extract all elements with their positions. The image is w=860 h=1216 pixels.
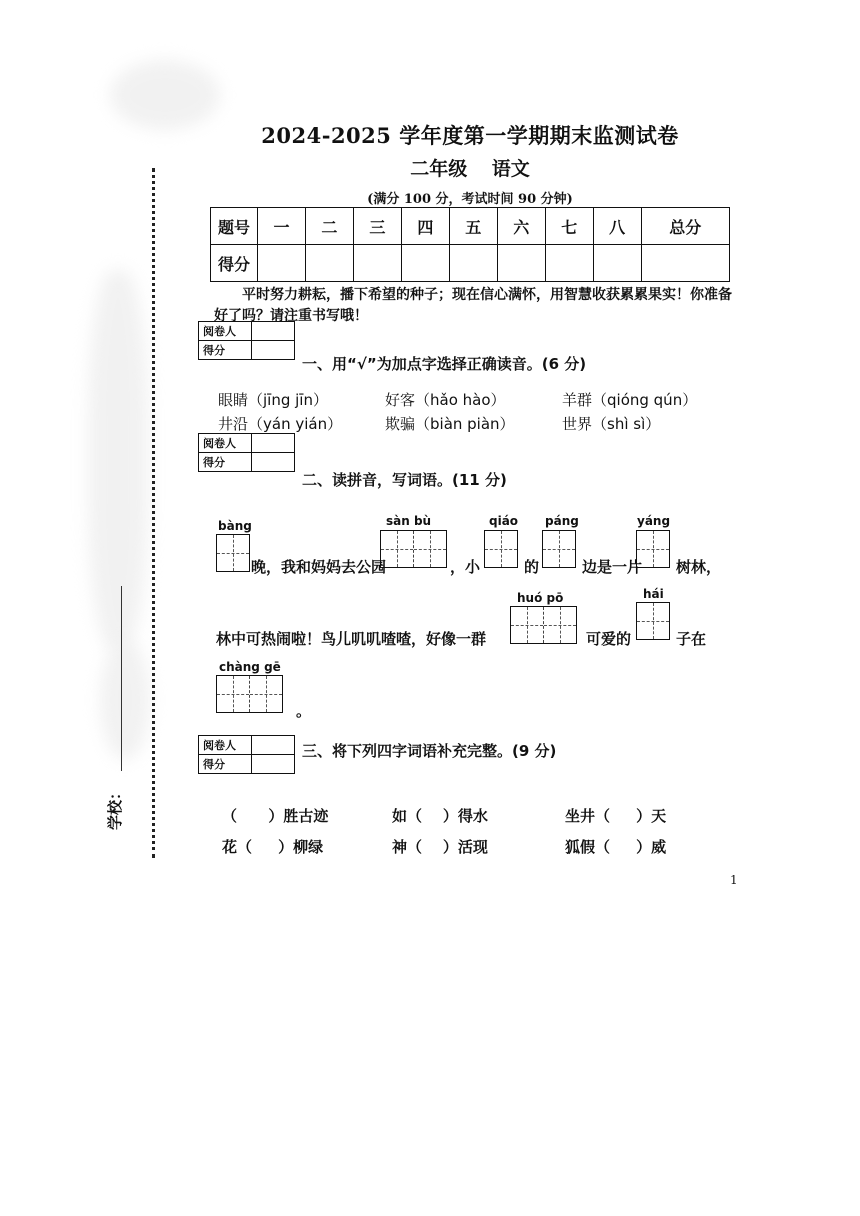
grader-field[interactable] — [252, 453, 295, 472]
pinyin-choice[interactable]: 羊群（qióng qún） — [562, 391, 698, 409]
grader-box-3 — [198, 735, 295, 774]
idiom-blank[interactable]: （ ）胜古迹 — [222, 807, 329, 825]
school-label: 学校： — [106, 784, 124, 830]
score-cell[interactable] — [545, 245, 593, 282]
score-cell[interactable] — [258, 245, 306, 282]
score-cell[interactable] — [401, 245, 449, 282]
pinyin-label: qiáo — [489, 514, 519, 528]
score-cell[interactable] — [449, 245, 497, 282]
idiom-blank[interactable]: 花（ ）柳绿 — [222, 838, 324, 856]
grader-score-label: 得分 — [199, 755, 252, 774]
writing-grid[interactable] — [636, 602, 670, 640]
idiom-blank[interactable]: 坐井（ ）天 — [565, 807, 667, 825]
pinyin-label: sàn bù — [386, 514, 432, 528]
exam-title: 2024-2025 学年度第一学期期末监测试卷 — [261, 123, 679, 148]
writing-grid[interactable] — [636, 530, 670, 568]
pinyin-label: bàng — [218, 519, 252, 533]
score-table-row-label: 得分 — [211, 245, 258, 282]
writing-grid[interactable] — [484, 530, 518, 568]
score-table-header-cell: 八 — [593, 208, 641, 245]
grader-field[interactable] — [252, 755, 295, 774]
writing-grid[interactable] — [542, 530, 576, 568]
grader-field[interactable] — [252, 322, 295, 341]
pinyin-label: huó pō — [517, 591, 564, 605]
pinyin-choice[interactable]: 世界（shì sì） — [562, 415, 661, 433]
writing-grid[interactable] — [510, 606, 577, 644]
pinyin-choice[interactable]: 欺骗（biàn piàn） — [385, 415, 515, 433]
binding-dotted-line — [152, 168, 155, 858]
grader-field[interactable] — [252, 341, 295, 360]
score-cell[interactable] — [305, 245, 353, 282]
exam-note: (满分 100 分，考试时间 90 分钟) — [367, 192, 573, 207]
grader-field[interactable] — [252, 434, 295, 453]
passage-text: 可爱的 — [586, 630, 632, 648]
pinyin-label: yáng — [637, 514, 671, 528]
writing-grid[interactable] — [216, 534, 250, 572]
score-cell[interactable] — [641, 245, 729, 282]
motto-text: 平时努力耕耘，播下希望的种子；现在信心满怀，用智慧收获累累果实！你准备好了吗？请注重书写哦！ — [214, 287, 732, 324]
score-table-header-cell: 二 — [305, 208, 353, 245]
passage-text: 晚，我和妈妈去公园 — [251, 558, 387, 576]
passage-text: 的 — [524, 558, 540, 576]
idiom-blank[interactable]: 神（ ）活现 — [392, 838, 488, 856]
pinyin-choice[interactable]: 眼睛（jīng jīn） — [218, 391, 328, 409]
score-table-header-cell: 五 — [449, 208, 497, 245]
grader-box-2 — [198, 433, 295, 472]
score-table-header-cell: 七 — [545, 208, 593, 245]
score-table-header-cell: 三 — [353, 208, 401, 245]
grader-label: 阅卷人 — [199, 322, 252, 341]
idiom-blank[interactable]: 狐假（ ）威 — [565, 838, 667, 856]
section-2-title: 二、读拼音，写词语。(11 分) — [302, 471, 507, 489]
passage-text: 树林， — [676, 558, 722, 576]
grader-score-label: 得分 — [199, 453, 252, 472]
score-table — [210, 207, 730, 282]
score-table-header-cell: 总分 — [641, 208, 729, 245]
pinyin-label: hái — [643, 587, 664, 601]
section-1-title: 一、用“√”为加点字选择正确读音。(6 分) — [302, 355, 587, 373]
score-table-header-cell: 六 — [497, 208, 545, 245]
writing-grid[interactable] — [380, 530, 447, 568]
idiom-blank[interactable]: 如（ ）得水 — [392, 807, 488, 825]
section-3-title: 三、将下列四字词语补充完整。(9 分) — [302, 742, 557, 760]
passage-text: 边是一片 — [582, 558, 643, 576]
score-cell[interactable] — [593, 245, 641, 282]
grader-box-1 — [198, 321, 295, 360]
score-table-header-cell: 一 — [258, 208, 306, 245]
score-cell[interactable] — [353, 245, 401, 282]
score-table-header-cell: 题号 — [211, 208, 258, 245]
pinyin-label: chàng gē — [219, 660, 281, 674]
pinyin-label: páng — [545, 514, 579, 528]
grader-label: 阅卷人 — [199, 736, 252, 755]
passage-text: 。 — [296, 702, 312, 720]
score-cell[interactable] — [497, 245, 545, 282]
writing-grid[interactable] — [216, 675, 283, 713]
passage-text: 子在 — [676, 630, 707, 648]
grader-field[interactable] — [252, 736, 295, 755]
school-fill-line — [121, 586, 122, 771]
pinyin-choice[interactable]: 好客（hǎo hào） — [385, 391, 506, 409]
pinyin-choice[interactable]: 井沿（yán yián） — [218, 415, 343, 433]
page-number: 1 — [730, 873, 738, 887]
grader-score-label: 得分 — [199, 341, 252, 360]
grade-subject: 二年级 语文 — [410, 158, 530, 180]
passage-text: 林中可热闹啦！鸟儿叽叽喳喳，好像一群 — [216, 630, 487, 648]
score-table-header-cell: 四 — [401, 208, 449, 245]
passage-text: ，小 — [450, 558, 481, 576]
grader-label: 阅卷人 — [199, 434, 252, 453]
